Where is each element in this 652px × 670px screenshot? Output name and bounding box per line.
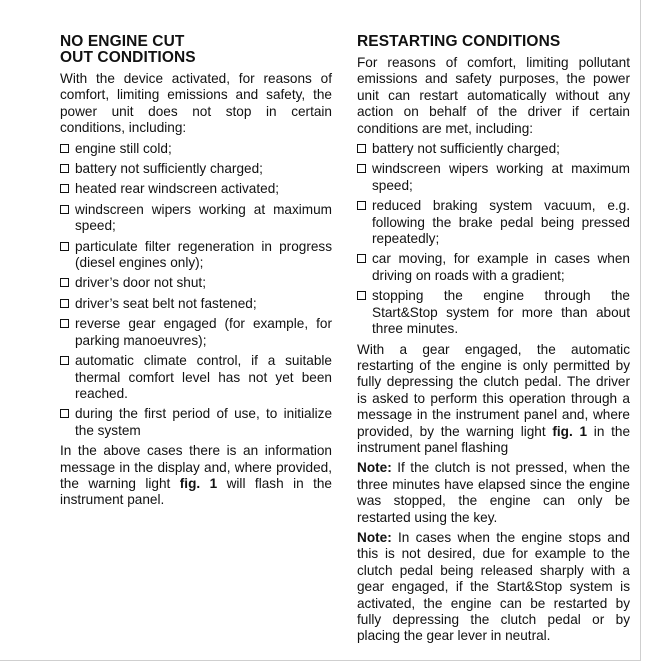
checkbox-square-icon: [357, 254, 366, 263]
list-item: reverse gear engaged (for example, for parking manoeuvres);: [60, 316, 332, 349]
checkbox-square-icon: [60, 278, 69, 287]
note-label: Note:: [357, 529, 392, 545]
list-item: heated rear windscreen activated;: [60, 181, 332, 197]
checkbox-square-icon: [60, 356, 69, 365]
gear-engaged-paragraph: With a gear engaged, the automatic restarting of the engine is only permitted by fully depressing the clutch pedal. The driver is asked to perform this operation through a message in the instrument panel and, where provided, by the warning light fig. 1 in the instrument panel flashing: [357, 341, 630, 455]
list-item: battery not sufficiently charged;: [357, 141, 630, 157]
list-item: engine still cold;: [60, 141, 332, 157]
checkbox-square-icon: [357, 291, 366, 300]
right-column: [357, 34, 630, 649]
checkbox-square-icon: [60, 299, 69, 308]
list-item: driver’s seat belt not fastened;: [60, 296, 332, 312]
figure-reference: fig. 1: [179, 475, 218, 491]
checkbox-square-icon: [357, 144, 366, 153]
checkbox-square-icon: [60, 319, 69, 328]
list-item: particulate filter regeneration in progress (diesel engines only);: [60, 239, 332, 272]
checkbox-square-icon: [357, 201, 366, 210]
list-item: reduced braking system vacuum, e.g. following the brake pedal being pressed repeatedly;: [357, 198, 630, 247]
no-cut-out-conditions-list: [60, 141, 332, 440]
left-column: [60, 34, 332, 513]
note-label: Note:: [357, 460, 392, 476]
checkbox-square-icon: [60, 164, 69, 173]
note-clutch: Note: If the clutch is not pressed, when the three minutes have elapsed since the engine was stopped, the engine can only be restarted using the key.: [357, 460, 630, 525]
heading-line-1: NO ENGINE CUT: [60, 33, 185, 50]
checkbox-square-icon: [60, 409, 69, 418]
list-item: windscreen wipers working at maximum speed;: [357, 161, 630, 194]
right-intro: For reasons of comfort, limiting pollutant emissions and safety purposes, the power unit can restart automatically without any action on behalf of the driver if certain conditions are met, including:: [357, 55, 630, 136]
list-item: stopping the engine through the Start&Stop system for more than about three minutes.: [357, 288, 630, 337]
list-item: battery not sufficiently charged;: [60, 161, 332, 177]
left-intro: With the device activated, for reasons of comfort, limiting emissions and safety, the power unit does not stop in certain conditions, including:: [60, 71, 332, 136]
restarting-conditions-list: [357, 141, 630, 337]
checkbox-square-icon: [60, 242, 69, 251]
no-engine-cut-out-heading: [60, 34, 332, 66]
figure-reference: fig. 1: [552, 423, 588, 439]
heading-line-2: OUT CONDITIONS: [60, 49, 196, 66]
list-item: windscreen wipers working at maximum speed;: [60, 202, 332, 235]
note-unwanted-stop: Note: In cases when the engine stops and this is not desired, due for example to the clutch pedal being released sharply with a gear engaged, if the Start&Stop system is activated, the engine can be restarted by fully depressing the clutch pedal or by placing the gear lever in neutral.: [357, 529, 630, 644]
list-item: automatic climate control, if a suitable thermal comfort level has not yet been reached.: [60, 353, 332, 402]
restarting-conditions-heading: RESTARTING CONDITIONS: [357, 33, 561, 50]
list-item: car moving, for example in cases when driving on roads with a gradient;: [357, 251, 630, 284]
checkbox-square-icon: [60, 205, 69, 214]
checkbox-square-icon: [60, 184, 69, 193]
checkbox-square-icon: [357, 164, 366, 173]
left-outro: In the above cases there is an information message in the display and, where provided, the warning light fig. 1 will flash in the instrument panel.: [60, 443, 332, 508]
list-item: driver’s door not shut;: [60, 275, 332, 291]
list-item: during the first period of use, to initialize the system: [60, 406, 332, 439]
checkbox-square-icon: [60, 144, 69, 153]
